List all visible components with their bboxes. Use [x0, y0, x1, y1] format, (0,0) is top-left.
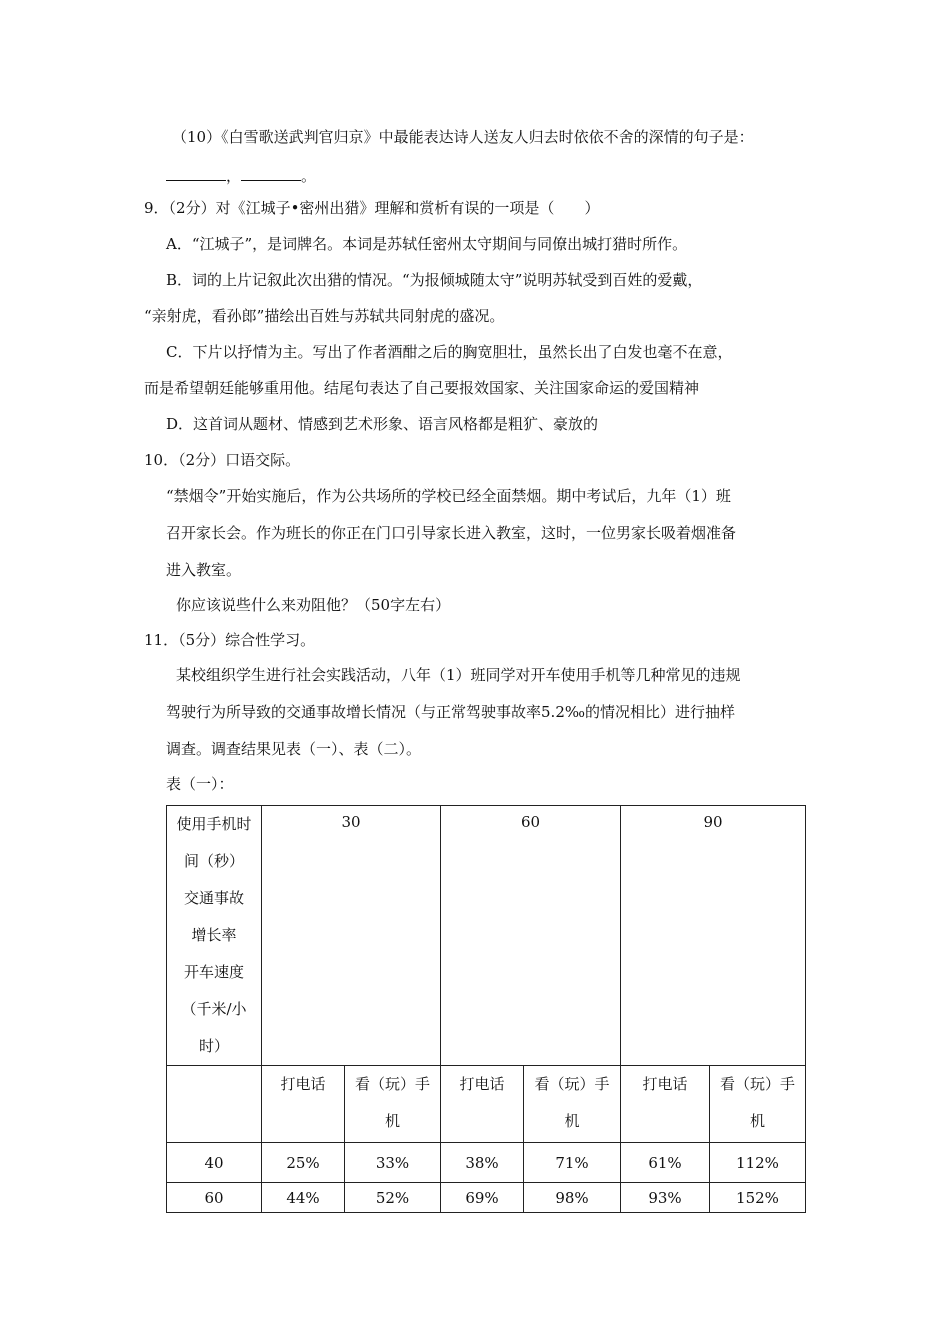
sub-header-line: 看（玩）手 [719, 1075, 795, 1093]
speed-cell: 60 [167, 1183, 262, 1213]
q11-para-line2: 驾驶行为所导致的交通事故增长情况（与正常驾驶事故率5.2‰的情况相比）进行抽样 [166, 703, 735, 721]
sub-header-line: 打电话 [459, 1075, 505, 1093]
q10-prompt: 你应该说些什么来劝阻他？（50字左右） [176, 596, 451, 614]
sub-header-empty [167, 1066, 262, 1143]
corner-line: 增长率 [191, 926, 237, 944]
table-caption: 表（一）： [166, 775, 234, 793]
value-cell: 33% [345, 1143, 441, 1183]
corner-line: 交通事故 [183, 889, 244, 907]
corner-line: 使用手机时 [176, 815, 252, 833]
sub-header-line: 看（玩）手 [354, 1075, 430, 1093]
answer-blank-2[interactable] [241, 166, 301, 181]
speed-cell: 40 [167, 1143, 262, 1183]
sub-header-line: 打电话 [642, 1075, 688, 1093]
sub-header-line: 打电话 [280, 1075, 326, 1093]
value-cell: 112% [710, 1143, 806, 1183]
accident-rate-table [166, 805, 806, 1213]
q8-item10-blanks [166, 166, 316, 186]
q11-para-line3: 调查。调查结果见表（一）、表（二）。 [166, 740, 422, 758]
sub-header-call [262, 1066, 345, 1143]
value-cell: 71% [524, 1143, 621, 1183]
q9-option-a: A．“江城子”，是词牌名。本词是苏轼任密州太守期间与同僚出城打猎时所作。 [166, 235, 688, 253]
q9-option-b-line1: B．词的上片记叙此次出猎的情况。“为报倾城随太守”说明苏轼受到百姓的爱戴， [166, 271, 703, 289]
q10-para-line3: 进入教室。 [166, 561, 242, 579]
q9-option-d: D．这首词从题材、情感到艺术形象、语言风格都是粗犷、豪放的 [166, 415, 599, 433]
answer-blank-1[interactable] [166, 166, 226, 181]
value-cell: 52% [345, 1183, 441, 1213]
sub-header-line: 机 [564, 1112, 580, 1130]
value-cell: 61% [621, 1143, 710, 1183]
blank-end: 。 [301, 167, 317, 185]
sub-header-call [441, 1066, 524, 1143]
corner-line: （千米/小 [181, 1000, 247, 1018]
q9-option-c-line1: C．下片以抒情为主。写出了作者酒酣之后的胸宽胆壮，虽然长出了白发也毫不在意， [166, 343, 733, 361]
value-cell: 25% [262, 1143, 345, 1183]
blank-separator: ， [226, 167, 242, 185]
table-row [167, 1183, 806, 1213]
sub-header-view [524, 1066, 621, 1143]
value-cell: 44% [262, 1183, 345, 1213]
sub-header-line: 看（玩）手 [534, 1075, 610, 1093]
q8-item10-text: （10）《白雪歌送武判官归京》中最能表达诗人送友人归去时依依不舍的深情的句子是： [172, 128, 754, 146]
q9-stem: 9．（2分）对《江城子•密州出猎》理解和赏析有误的一项是（ ） [144, 199, 600, 217]
q9-option-c-line2: 而是希望朝廷能够重用他。结尾句表达了自己要报效国家、关注国家命运的爱国精神 [144, 379, 700, 397]
value-cell: 98% [524, 1183, 621, 1213]
q10-stem: 10．（2分）口语交际。 [144, 451, 301, 469]
time-header-90: 90 [621, 806, 806, 1066]
corner-line: 开车速度 [183, 963, 244, 981]
q10-para-line2: 召开家长会。作为班长的你正在门口引导家长进入教室，这时，一位男家长吸着烟准备 [166, 524, 737, 542]
q11-stem: 11．（5分）综合性学习。 [144, 631, 316, 649]
time-header-30: 30 [262, 806, 441, 1066]
value-cell: 93% [621, 1183, 710, 1213]
sub-header-line: 机 [749, 1112, 765, 1130]
sub-header-view [345, 1066, 441, 1143]
corner-line: 间（秒） [183, 852, 244, 870]
time-header-60: 60 [441, 806, 621, 1066]
sub-header-line: 机 [384, 1112, 400, 1130]
q10-para-line1: “禁烟令”开始实施后，作为公共场所的学校已经全面禁烟。期中考试后，九年（1）班 [166, 487, 731, 505]
q9-option-b-line2: “亲射虎，看孙郎”描绘出百姓与苏轼共同射虎的盛况。 [144, 307, 505, 325]
corner-line: 时） [198, 1037, 229, 1055]
sub-header-call [621, 1066, 710, 1143]
table-row [167, 1143, 806, 1183]
value-cell: 152% [710, 1183, 806, 1213]
value-cell: 69% [441, 1183, 524, 1213]
q11-para-line1: 某校组织学生进行社会实践活动，八年（1）班同学对开车使用手机等几种常见的违规 [176, 666, 741, 684]
sub-header-view [710, 1066, 806, 1143]
value-cell: 38% [441, 1143, 524, 1183]
table-corner-header [167, 806, 262, 1066]
